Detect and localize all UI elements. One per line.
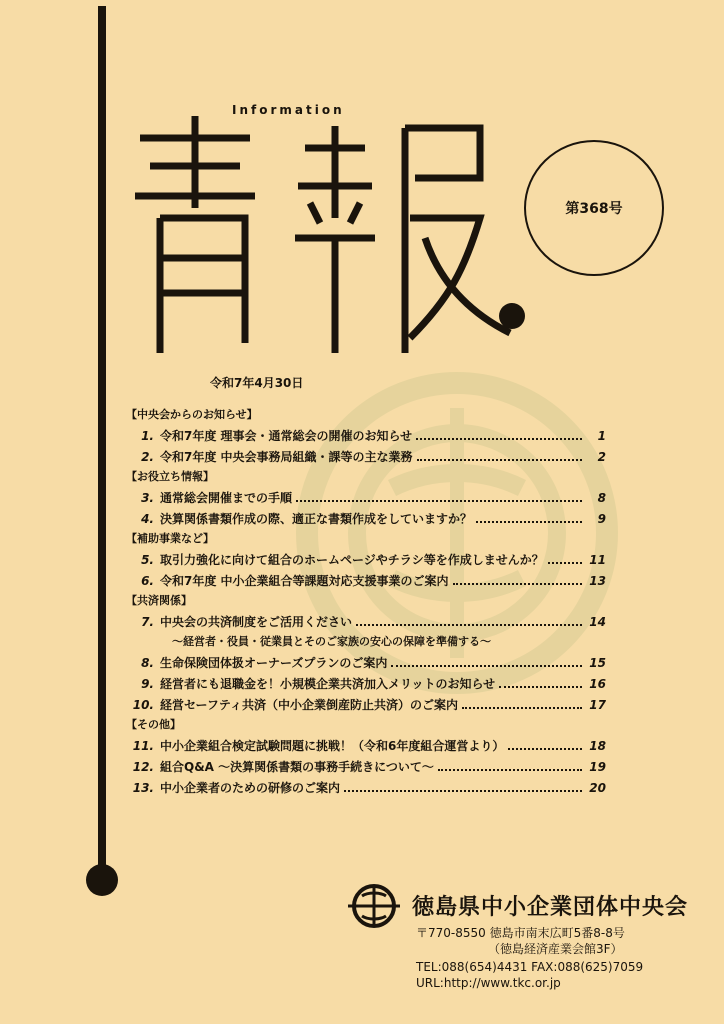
- toc-leader-dots: [499, 676, 582, 688]
- toc-item-number: 5.: [141, 552, 154, 567]
- toc-item[interactable]: [126, 425, 606, 446]
- toc-item-title: 経営者にも退職金を！小規模企業共済加入メリットのお知らせ: [160, 677, 496, 691]
- toc-item-number: 1.: [141, 428, 154, 443]
- toc-item[interactable]: [126, 446, 606, 467]
- toc-item-page: 18: [589, 738, 606, 753]
- toc-leader-dots: [344, 780, 582, 792]
- address-line-1: 〒770-8550 徳島市南末広町5番8-8号: [416, 926, 625, 940]
- toc-item-title: 決算関係書類作成の際、適正な書類作成をしていますか？: [160, 512, 473, 526]
- toc-leader-dots: [296, 490, 582, 502]
- toc-item-number: 4.: [141, 511, 154, 526]
- toc-item-number: 8.: [141, 655, 154, 670]
- toc-item-page: 11: [589, 552, 606, 567]
- toc-leader-dots: [391, 655, 582, 667]
- toc-item[interactable]: [126, 611, 606, 632]
- toc-leader-dots: [356, 614, 582, 626]
- toc-leader-dots: [438, 759, 582, 771]
- toc-item-subtitle: ～経営者・役員・従業員とそのご家族の安心の保障を準備する～: [172, 635, 491, 648]
- toc-item-number: 6.: [141, 573, 154, 588]
- toc-item-title: 生命保険団体扱オーナーズプランのご案内: [160, 656, 388, 670]
- toc-section-header: 【お役立ち情報】: [126, 470, 214, 483]
- toc-item[interactable]: [126, 735, 606, 756]
- toc-leader-dots: [462, 697, 582, 709]
- toc-item-title: 令和7年度 中小企業組合等課題対応支援事業のご案内: [160, 574, 449, 588]
- toc-item[interactable]: [126, 652, 606, 673]
- toc-item-number: 12.: [132, 759, 154, 774]
- toc-leader-dots: [453, 573, 582, 585]
- toc-item-page: 15: [589, 655, 606, 670]
- website-link[interactable]: URL:http://www.tkc.or.jp: [416, 976, 561, 990]
- toc-item-page: 16: [589, 676, 606, 691]
- issue-number: 第368号: [565, 201, 623, 217]
- toc-item-number: 10.: [132, 697, 154, 712]
- org-name: 徳島県中小企業団体中央会: [412, 895, 689, 920]
- toc-item[interactable]: [126, 694, 606, 715]
- issue-date: 令和7年4月30日: [210, 376, 304, 390]
- toc-item-page: 9: [597, 511, 606, 526]
- toc-item-title: 組合Q&A ～決算関係書類の事務手続きについて～: [160, 760, 434, 774]
- decorative-dot: [86, 864, 118, 896]
- toc-item-title: 中小企業組合検定試験問題に挑戦！（令和6年度組合運営より）: [160, 739, 505, 753]
- toc-section-header: 【補助事業など】: [126, 532, 214, 545]
- toc-item[interactable]: [126, 777, 606, 798]
- toc-item[interactable]: [126, 673, 606, 694]
- toc-item[interactable]: [126, 549, 606, 570]
- toc-item-number: 9.: [141, 676, 154, 691]
- toc-item-page: 2: [597, 449, 606, 464]
- toc-item-page: 1: [597, 428, 606, 443]
- toc-item-title: 通常総会開催までの手順: [160, 491, 293, 505]
- toc-item-title: 令和7年度 中央会事務局組織・課等の主な業務: [160, 450, 413, 464]
- org-logo-icon: [346, 882, 402, 930]
- toc-item-title: 取引力強化に向けて組合のホームページやチラシ等を作成しませんか？: [160, 553, 544, 567]
- toc-leader-dots: [416, 428, 582, 440]
- decorative-vertical-line: [98, 6, 106, 866]
- toc-item-page: 8: [597, 490, 606, 505]
- toc-leader-dots: [476, 511, 582, 523]
- toc-item-title: 経営セーフティ共済（中小企業倒産防止共済）のご案内: [160, 698, 458, 712]
- toc-item[interactable]: [126, 570, 606, 591]
- toc-item-number: 7.: [141, 614, 154, 629]
- toc-section-header: 【共済関係】: [126, 594, 192, 607]
- toc-item-title: 令和7年度 理事会・通常総会の開催のお知らせ: [160, 429, 413, 443]
- toc-item[interactable]: [126, 756, 606, 777]
- toc-item-title: 中央会の共済制度をご活用ください: [160, 615, 353, 629]
- information-label: Information: [232, 103, 345, 117]
- toc-leader-dots: [508, 738, 582, 750]
- address-line-2: （徳島経済産業会館3F）: [488, 942, 623, 956]
- table-of-contents: [126, 405, 606, 798]
- toc-item-number: 2.: [141, 449, 154, 464]
- toc-item-number: 3.: [141, 490, 154, 505]
- toc-item[interactable]: [126, 487, 606, 508]
- toc-item-title: 中小企業者のための研修のご案内: [160, 781, 341, 795]
- toc-leader-dots: [548, 552, 582, 564]
- tel-fax: TEL:088(654)4431 FAX:088(625)7059: [416, 960, 644, 974]
- title-graphic: [120, 98, 540, 358]
- toc-section-header: 【中央会からのお知らせ】: [126, 408, 258, 421]
- toc-item[interactable]: [126, 508, 606, 529]
- toc-item-number: 13.: [132, 780, 154, 795]
- toc-item-page: 17: [589, 697, 606, 712]
- toc-item-page: 13: [589, 573, 606, 588]
- toc-item-page: 14: [589, 614, 606, 629]
- toc-leader-dots: [417, 449, 582, 461]
- toc-section-header: 【その他】: [126, 718, 181, 731]
- toc-item-number: 11.: [132, 738, 154, 753]
- toc-item-page: 20: [589, 780, 606, 795]
- toc-item-page: 19: [589, 759, 606, 774]
